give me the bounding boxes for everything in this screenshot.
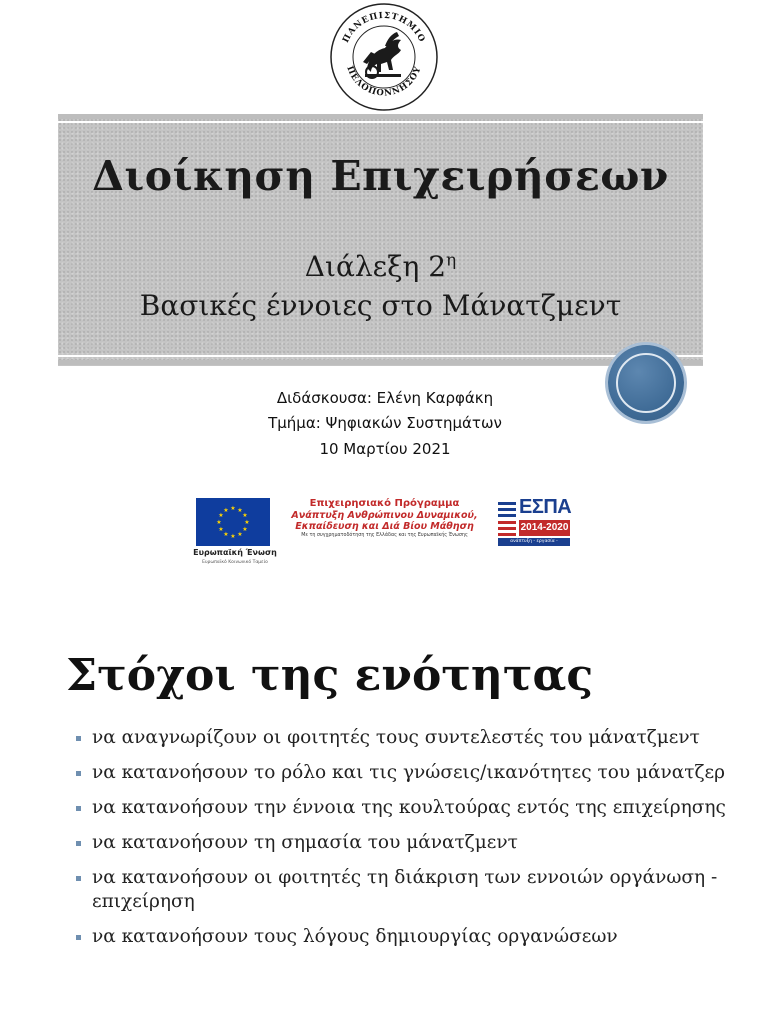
op-line-2: Ανάπτυξη Ανθρώπινου Δυναμικού, [291,510,478,521]
svg-text:★: ★ [237,531,243,538]
list-item [76,761,736,785]
instructor-line: Διδάσκουσα: Ελένη Καρφάκη [276,389,494,407]
svg-text:★: ★ [218,512,224,519]
list-item-text: να κατανοήσουν τη σημασία του μάνατζμεντ [92,832,518,853]
svg-text:★: ★ [223,507,229,514]
svg-text:★: ★ [237,507,243,514]
list-item [76,831,736,855]
svg-text:★: ★ [230,505,236,512]
svg-text:ΠΕΛΟΠΟΝΝΗΣΟΥ: ΠΕΛΟΠΟΝΝΗΣΟΥ [344,64,424,99]
objectives-title: Στόχοι της ενότητας [66,650,594,701]
decorative-circle-ring [616,353,676,413]
svg-text:★: ★ [242,512,248,519]
list-item-text: να κατανοήσουν οι φοιτητές τη διάκριση των εννοιών οργάνωση - επιχείρηση [92,867,718,912]
lecture-ordinal: η [446,250,457,271]
list-item [76,726,736,750]
square-bullet-icon [76,771,81,776]
lecture-text: Διάλεξη 2 [304,250,447,283]
op-line-1: Επιχειρησιακό Πρόγραμμα [309,498,460,509]
banner-top-line [58,121,703,123]
square-bullet-icon [76,841,81,846]
list-item [76,796,736,820]
list-item [76,866,736,914]
eu-label: Ευρωπαϊκή Ένωση [193,548,277,557]
university-seal-icon [327,0,441,114]
op-line-4: Με τη συγχρηματοδότηση της Ελλάδας και της Ευρωπαϊκής Ένωσης [301,533,468,538]
svg-text:★: ★ [216,519,222,526]
banner-top-stripe [58,114,703,119]
list-item-text: να κατανοήσουν το ρόλο και τις γνώσεις/ικανότητες του μάνατζερ [92,762,725,783]
objectives-list [76,726,736,960]
square-bullet-icon [76,736,81,741]
svg-text:★: ★ [242,526,248,533]
operational-programme-logo [286,498,483,548]
presentation-title: Διοίκηση Επιχειρήσεων [92,152,669,200]
svg-text:★: ★ [230,533,236,540]
eu-flag-icon [196,498,270,546]
op-line-3: Εκπαίδευση και Διά Βίου Μάθηση [295,521,474,532]
lecture-number [58,250,703,283]
svg-text:★: ★ [218,526,224,533]
square-bullet-icon [76,935,81,940]
department-line: Τμήμα: Ψηφιακών Συστημάτων [268,414,502,432]
espa-red-stripes-icon [498,520,516,536]
presentation-subtitle: Βασικές έννοιες στο Μάνατζμεντ [139,289,622,322]
svg-text:★: ★ [223,531,229,538]
square-bullet-icon [76,806,81,811]
banner-bottom-line [58,355,703,357]
list-item-text: να κατανοήσουν τους λόγους δημιουργίας οργανώσεων [92,926,618,947]
espa-tagline: ανάπτυξη - εργασία - αλληλεγγύη [498,538,570,546]
square-bullet-icon [76,876,81,881]
espa-logo-text: ΕΣΠΑ [519,496,572,518]
list-item [76,925,736,949]
espa-stripes-icon [498,500,516,518]
eu-sublabel: Ευρωπαϊκό Κοινωνικό Ταμείο [202,560,268,565]
banner-bottom-stripe [58,360,703,365]
svg-text:★: ★ [244,519,250,526]
list-item-text: να αναγνωρίζουν οι φοιτητές τους συντελεστές του μάνατζμεντ [92,727,700,748]
svg-text:ΠΑΝΕΠΙΣΤΗΜΙΟ: ΠΑΝΕΠΙΣΤΗΜΙΟ [341,10,427,45]
espa-years: 2014-2020 [519,520,570,536]
date-line: 10 Μαρτίου 2021 [319,440,451,458]
list-item-text: να κατανοήσουν την έννοια της κουλτούρας εντός της επιχείρησης [92,797,726,818]
